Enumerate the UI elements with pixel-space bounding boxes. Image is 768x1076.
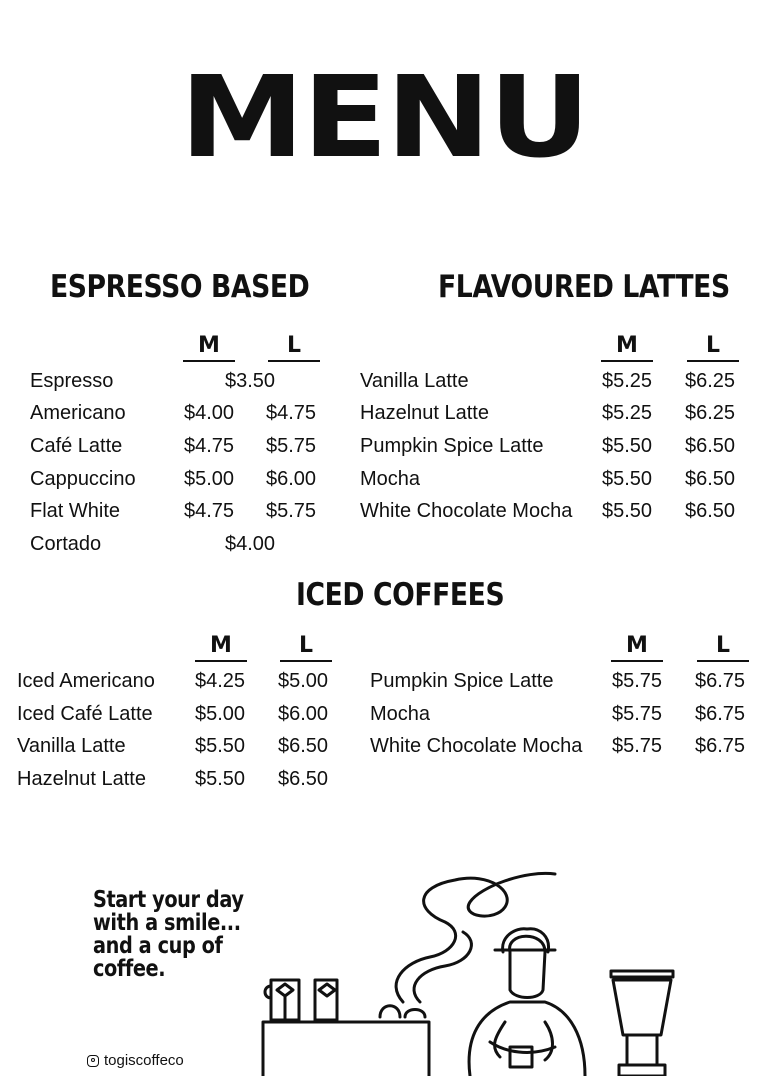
iced-item-price-l: $6.75 — [695, 670, 746, 692]
flavoured-item-price-l: $6.50 — [685, 468, 736, 490]
iced-item-price-m: $4.25 — [195, 670, 246, 692]
iced-heading: ICED COFFEES — [296, 577, 505, 613]
flavoured-heading: FLAVOURED LATTES — [438, 269, 730, 305]
espresso-item-price: $3.50 — [225, 370, 276, 392]
coffee-machine — [263, 1022, 429, 1076]
espresso-item-price-l: $4.75 — [266, 402, 317, 424]
flavoured-item-name: Vanilla Latte — [360, 370, 469, 392]
instagram-handle-text: togiscoffeco — [104, 1052, 184, 1069]
steam-swirl-2 — [414, 932, 471, 1002]
espresso-item-price-l: $5.75 — [266, 435, 317, 457]
iced-item-price-m: $5.50 — [195, 768, 246, 790]
iced-size-l-right: L — [697, 634, 749, 662]
flavoured-item-name: White Chocolate Mocha — [360, 500, 573, 522]
flavoured-item-price-m: $5.25 — [602, 402, 653, 424]
iced-item-price-m: $5.75 — [612, 703, 663, 725]
flavoured-item-price-l: $6.25 — [685, 402, 736, 424]
flavoured-size-l: L — [687, 334, 739, 362]
espresso-item-price: $4.00 — [225, 533, 276, 555]
flavoured-item-price-l: $6.25 — [685, 370, 736, 392]
iced-item-price-m: $5.75 — [612, 735, 663, 757]
espresso-item-price-m: $4.75 — [184, 435, 235, 457]
flavoured-item-price-m: $5.50 — [602, 500, 653, 522]
iced-item-name: Iced Americano — [17, 670, 155, 692]
espresso-item-price-m: $4.00 — [184, 402, 235, 424]
iced-item-name: White Chocolate Mocha — [370, 735, 583, 757]
iced-item-price-l: $6.75 — [695, 735, 746, 757]
espresso-item-name: Flat White — [30, 500, 121, 522]
flavoured-size-m: M — [601, 334, 653, 362]
iced-item-name: Iced Café Latte — [17, 703, 153, 725]
iced-item-price-l: $6.75 — [695, 703, 746, 725]
espresso-heading: ESPRESSO BASED — [50, 269, 310, 305]
iced-item-price-l: $6.50 — [278, 768, 329, 790]
espresso-item-price-m: $4.75 — [184, 500, 235, 522]
barista-head — [510, 936, 545, 997]
flavoured-item-price-l: $6.50 — [685, 500, 736, 522]
iced-item-price-m: $5.50 — [195, 735, 246, 757]
espresso-item-price-l: $6.00 — [266, 468, 317, 490]
barista-illustration — [255, 862, 685, 1076]
espresso-item-name: Americano — [30, 402, 126, 424]
iced-item-price-l: $5.00 — [278, 670, 329, 692]
iced-item-price-l: $6.00 — [278, 703, 329, 725]
barista-body — [469, 1002, 585, 1076]
flavoured-item-price-m: $5.25 — [602, 370, 653, 392]
menu-title: MENU — [179, 53, 589, 183]
iced-item-price-m: $5.75 — [612, 670, 663, 692]
flavoured-item-price-l: $6.50 — [685, 435, 736, 457]
iced-item-name: Mocha — [370, 703, 431, 725]
iced-item-price-l: $6.50 — [278, 735, 329, 757]
espresso-item-name: Cappuccino — [30, 468, 136, 490]
flavoured-item-name: Mocha — [360, 468, 421, 490]
flavoured-item-price-m: $5.50 — [602, 468, 653, 490]
espresso-item-name: Espresso — [30, 370, 114, 392]
flavoured-item-name: Pumpkin Spice Latte — [360, 435, 544, 457]
espresso-item-price-m: $5.00 — [184, 468, 235, 490]
iced-size-l: L — [280, 634, 332, 662]
espresso-size-l: L — [268, 334, 320, 362]
espresso-item-name: Café Latte — [30, 435, 123, 457]
tagline: Start your day with a smile... and a cup of coffee. — [93, 887, 244, 982]
instagram-icon — [87, 1055, 99, 1067]
espresso-size-m: M — [183, 334, 235, 362]
iced-item-name: Pumpkin Spice Latte — [370, 670, 554, 692]
grinder — [613, 980, 671, 1035]
espresso-item-name: Cortado — [30, 533, 102, 555]
iced-item-price-m: $5.00 — [195, 703, 246, 725]
instagram-handle[interactable] — [87, 1052, 184, 1069]
espresso-item-price-l: $5.75 — [266, 500, 317, 522]
flavoured-item-price-m: $5.50 — [602, 435, 653, 457]
iced-size-m: M — [195, 634, 247, 662]
iced-item-name: Hazelnut Latte — [17, 768, 146, 790]
flavoured-item-name: Hazelnut Latte — [360, 402, 489, 424]
iced-item-name: Vanilla Latte — [17, 735, 126, 757]
iced-size-m-right: M — [611, 634, 663, 662]
